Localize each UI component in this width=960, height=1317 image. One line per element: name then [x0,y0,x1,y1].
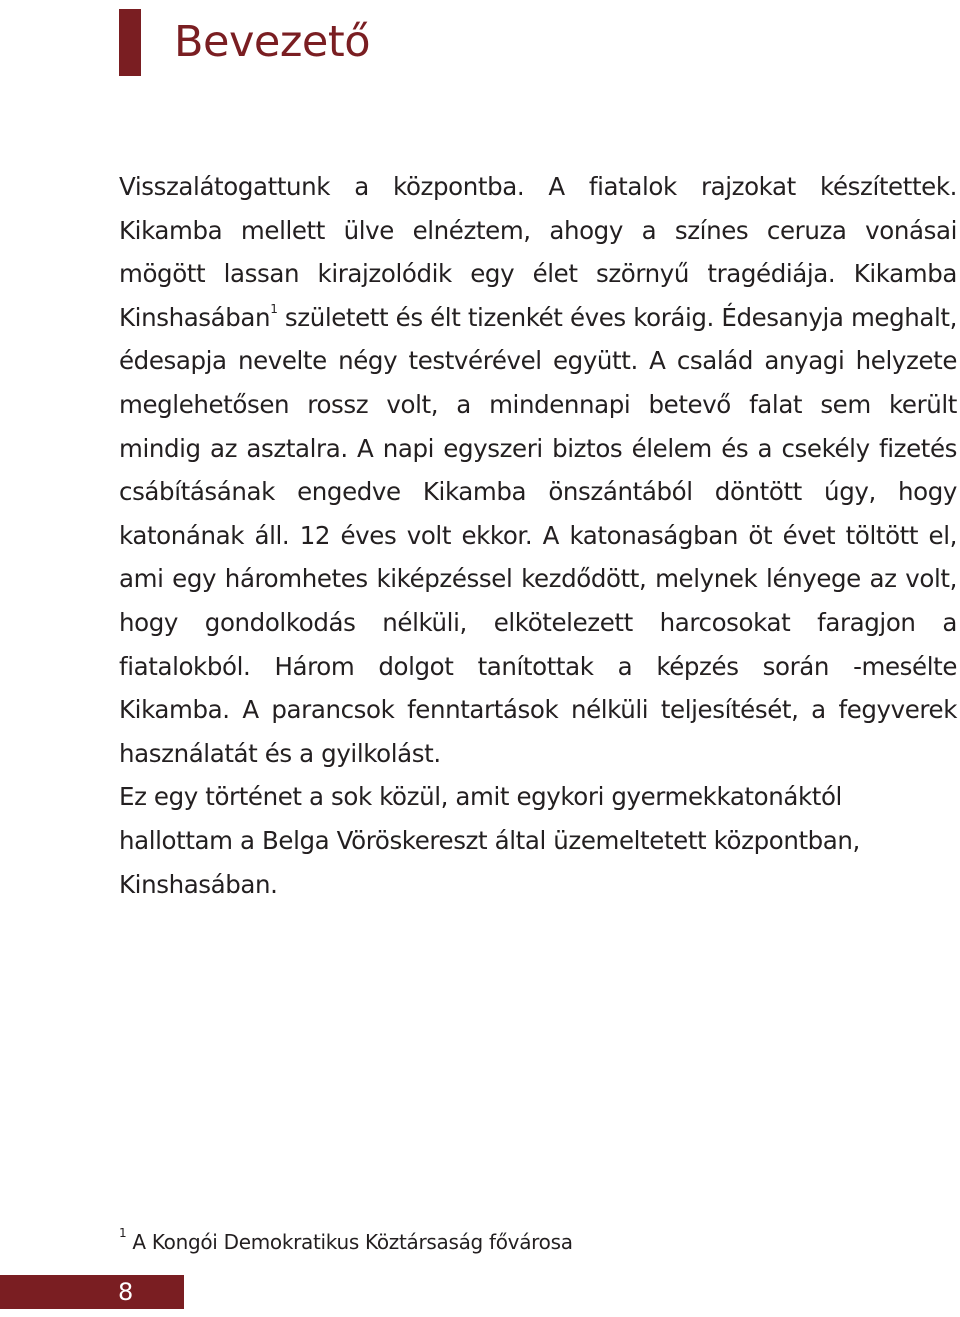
paragraph-2: Ez egy történet a sok közül, amit egykori gyermekkatonáktól hallottam a Belga Vöröskereszt által üzemeltetett központban, Kinshasában. [119,782,860,899]
footnote-marker: 1 [119,1226,127,1241]
paragraph-1-part-1: Visszalátogattunk a központba. A fiatalok rajzokat készítettek. Kikamba mellett ülve elnéztem, ahogy a színes ceruza vonásai mögött lassan kirajzolódik egy élet szörnyű tragédiája. Kikamba Kinshasában [119,172,957,332]
page-number-box [0,1275,184,1309]
page-title: Bevezető [174,17,371,67]
footnote [119,1227,573,1257]
body-text [119,165,957,906]
paragraph-1-part-2: született és élt tizenkét éves koráig. Édesanyja meghalt, édesapja nevelte négy testvérével együtt. A család anyagi helyzete meglehetősen rossz volt, a mindennapi betevő falat sem került mindig az asztalra. A napi egyszeri biztos élelem és a csekély fizetés csábításának engedve Kikamba önszántából döntött úgy, hogy katonának áll. 12 éves volt ekkor. A katonaságban öt évet töltött el, ami egy háromhetes kiképzéssel kezdődött, melynek lényege az volt, hogy gondolkodás nélküli, elkötelezett harcosokat faragjon a fiatalokból. Három dolgot tanítottak a képzés során -mesélte Kikamba. A parancsok fenntartások nélküli teljesítését, a fegyverek használatát és a gyilkolást. [119,302,957,768]
footnote-text: A Kongói Demokratikus Köztársaság fővárosa [126,1230,573,1254]
page-number: 8 [118,1278,134,1306]
paragraph-1 [119,165,957,775]
title-accent-bar [119,9,141,76]
footnote-reference[interactable]: 1 [270,301,278,316]
